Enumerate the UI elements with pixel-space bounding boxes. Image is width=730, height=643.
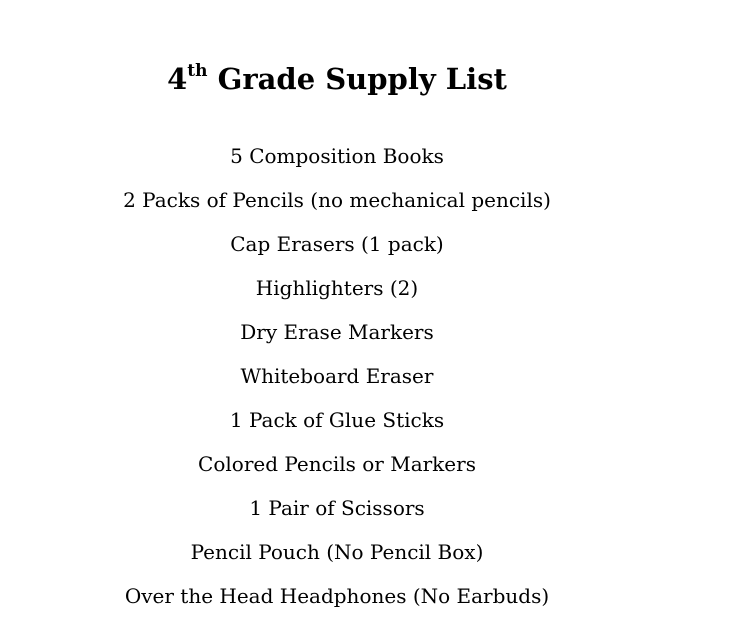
supply-item: Highlighters (2) [255,276,419,300]
supply-item: Dry Erase Markers [240,320,434,344]
supply-item: 5 Composition Books [230,144,444,168]
supply-item: Whiteboard Eraser [240,364,434,388]
title-text: Grade Supply List [207,62,507,97]
supply-list [0,134,674,618]
supply-item: 1 Pack of Glue Sticks [229,408,445,432]
supply-item: 1 Pair of Scissors [249,496,425,520]
supply-item: Colored Pencils or Markers [198,452,476,476]
page-title [0,59,674,99]
title-superscript: th [187,60,208,81]
supply-item: Over the Head Headphones (No Earbuds) [124,584,550,608]
supply-item: Pencil Pouch (No Pencil Box) [190,540,484,564]
supply-item: Cap Erasers (1 pack) [230,232,444,256]
supply-item: 2 Packs of Pencils (no mechanical pencils) [123,188,551,212]
title-grade-number: 4 [167,62,188,97]
